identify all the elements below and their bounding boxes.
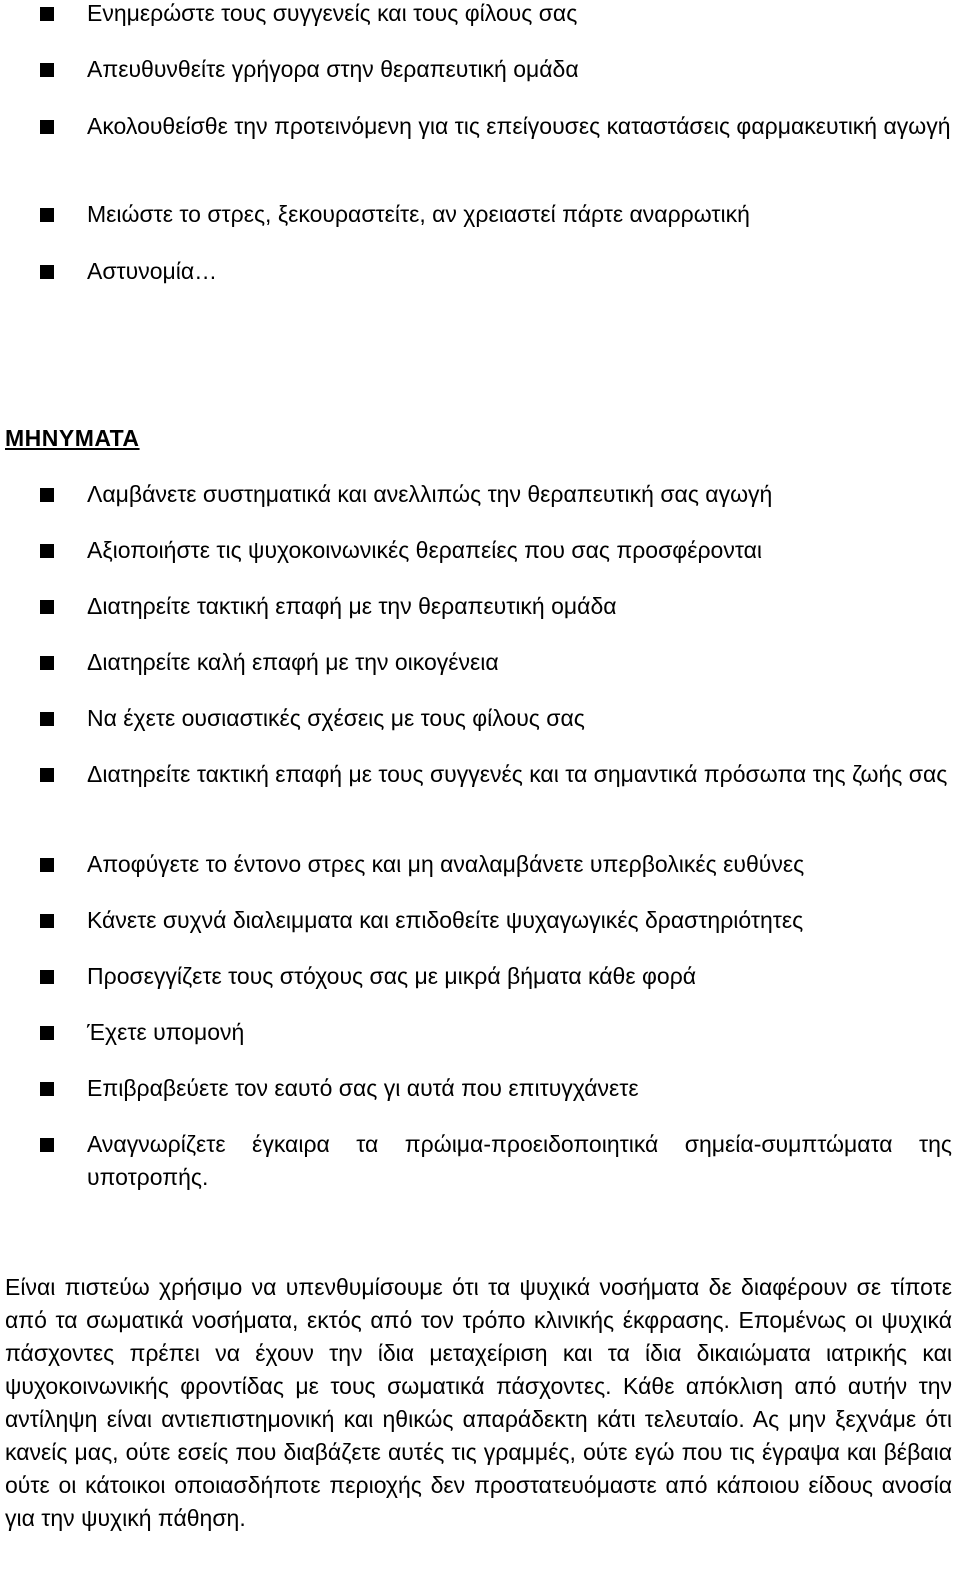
list-item-text: Αποφύγετε το έντονο στρες και μη αναλαμβάνετε υπερβολικές ευθύνες (87, 851, 805, 877)
list-item-text: Διατηρείτε τακτική επαφή με την θεραπευτική ομάδα (87, 593, 617, 619)
square-bullet-icon (40, 544, 54, 558)
list-item-text: Κάνετε συχνά διαλειμματα και επιδοθείτε ψυχαγωγικές δραστηριότητες (87, 907, 804, 933)
square-bullet-icon (40, 1138, 54, 1152)
square-bullet-icon (40, 970, 54, 984)
list-item-text: Να έχετε ουσιαστικές σχέσεις με τους φίλους σας (87, 705, 585, 731)
square-bullet-icon (40, 265, 54, 279)
square-bullet-icon (40, 768, 54, 782)
list-item-text: Διατηρείτε καλή επαφή με την οικογένεια (87, 649, 499, 675)
list-item-text: Ενημερώστε τους συγγενείς και τους φίλους σας (87, 0, 578, 26)
closing-paragraph: Είναι πιστεύω χρήσιμο να υπενθυμίσουμε ότι τα ψυχικά νοσήματα δε διαφέρουν σε τίποτε από τα σωματικά νοσήματα, εκτός από τον τρόπο κλινικής έκφρασης. Επομένως οι ψυχικά πάσχοντες πρέπει να έχουν την ίδια μεταχείριση και τα ίδια δικαιώματα ιατρικής και ψυχοκοινωνικής φροντίδας με τους σωματικά πάσχοντες. Κάθε απόκλιση από αυτήν την αντίληψη είναι αντιεπιστημονική και ηθικώς απαράδεκτη κάτι τελευταίο. Ας μην ξεχνάμε ότι κανείς μας, ούτε εσείς που διαβάζετε αυτές τις γραμμές, ούτε εγώ που τις έγραψα και βέβαια ούτε οι κάτοικοι οποιασδήποτε περιοχής δεν προστατευόμαστε από κάποιου είδους ανοσία για την ψυχική πάθηση. (5, 1274, 952, 1531)
square-bullet-icon (40, 656, 54, 670)
square-bullet-icon (40, 914, 54, 928)
square-bullet-icon (40, 208, 54, 222)
square-bullet-icon (40, 63, 54, 77)
list-item-text: Λαμβάνετε συστηματικά και ανελλιπώς την θεραπευτική σας αγωγή (87, 481, 773, 507)
square-bullet-icon (40, 712, 54, 726)
square-bullet-icon (40, 858, 54, 872)
list-item-text: Έχετε υπομονή (87, 1019, 245, 1045)
list-item-text: Απευθυνθείτε γρήγορα στην θεραπευτική ομάδα (87, 56, 579, 82)
list-item-text: Ακολουθείσθε την προτεινόμενη για τις επείγουσες καταστάσεις φαρμακευτική αγωγή (87, 113, 951, 139)
square-bullet-icon (40, 1082, 54, 1096)
list-item-text: Αστυνομία… (87, 258, 218, 284)
list-item-text: Μειώστε το στρες, ξεκουραστείτε, αν χρειαστεί πάρτε αναρρωτική (87, 201, 750, 227)
list-item-text: Προσεγγίζετε τους στόχους σας με μικρά βήματα κάθε φορά (87, 963, 697, 989)
square-bullet-icon (40, 488, 54, 502)
list-item-text: Αναγνωρίζετε έγκαιρα τα πρώιμα-προειδοποιητικά σημεία-συμπτώματα της υποτροπής. (87, 1131, 952, 1190)
section-heading: ΜΗΝΥΜΑΤΑ (5, 425, 140, 451)
list-item-text: Αξιοποιήστε τις ψυχοκοινωνικές θεραπείες που σας προσφέρονται (87, 537, 762, 563)
square-bullet-icon (40, 1026, 54, 1040)
square-bullet-icon (40, 120, 54, 134)
list-item-text: Διατηρείτε τακτική επαφή με τους συγγενές και τα σημαντικά πρόσωπα της ζωής σας (87, 761, 948, 787)
list-item-text: Επιβραβεύετε τον εαυτό σας γι αυτά που επιτυγχάνετε (87, 1075, 639, 1101)
square-bullet-icon (40, 600, 54, 614)
square-bullet-icon (40, 7, 54, 21)
